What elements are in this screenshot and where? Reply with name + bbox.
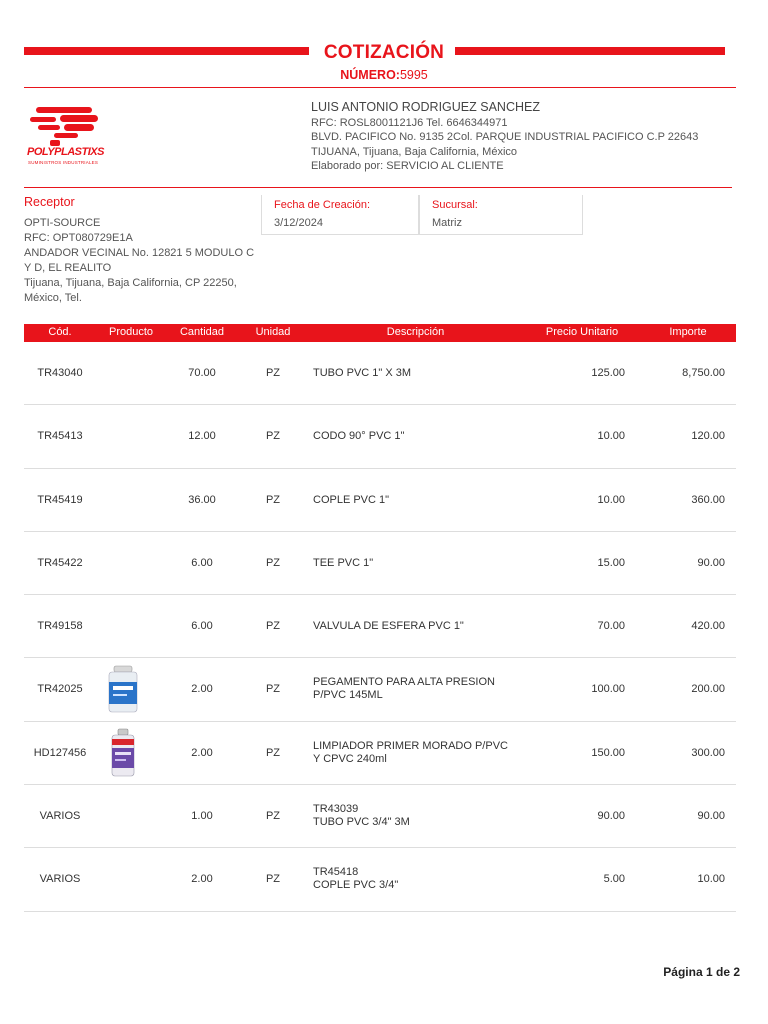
row-cantidad: 36.00 [188, 493, 216, 506]
row-unidad: PZ [265, 493, 281, 506]
row-descripcion [313, 866, 528, 892]
row-descripcion [313, 803, 528, 829]
blue-cement-can-icon [106, 664, 140, 714]
row-unidad: PZ [265, 873, 281, 886]
header-precio: Precio Unitario [545, 326, 619, 338]
row-descripcion [313, 676, 528, 702]
row-unidad: PZ [265, 556, 281, 569]
table-row [24, 848, 736, 911]
row-desc-line1: COPLE PVC 1" [313, 493, 390, 506]
row-desc-line1: TEE PVC 1" [313, 556, 374, 569]
row-cod: HD127456 [33, 746, 87, 759]
row-unidad: PZ [265, 620, 281, 633]
row-importe: 420.00 [691, 620, 725, 633]
row-desc-line1: TUBO PVC 1" X 3M [313, 367, 412, 379]
row-importe: 200.00 [691, 683, 725, 696]
row-desc-line2: Y CPVC 240ml [313, 752, 387, 765]
table-row [24, 342, 736, 405]
branch-box [419, 195, 583, 235]
table-row [24, 658, 736, 721]
header-cod: Cód. [48, 326, 72, 338]
row-importe: 300.00 [691, 746, 725, 759]
row-precio: 150.00 [591, 746, 625, 759]
row-cod: TR49158 [37, 620, 83, 633]
receptor-name: OPTI-SOURCE [24, 217, 101, 229]
document-number [0, 68, 768, 82]
page-indicator: Página 1 de 2 [663, 965, 740, 979]
header-unidad: Unidad [255, 326, 291, 338]
row-precio: 125.00 [591, 367, 625, 379]
row-importe: 360.00 [691, 493, 725, 506]
row-cod: TR42025 [37, 683, 83, 696]
creation-date-label: Fecha de Creación: [274, 199, 370, 211]
logo-brand: POLYPLASTIXS [27, 146, 104, 158]
row-cantidad: 2.00 [191, 683, 213, 696]
row-descripcion [313, 430, 528, 443]
row-descripcion [313, 494, 528, 507]
creation-date-box [261, 195, 419, 235]
row-cod: TR45422 [37, 556, 83, 569]
row-desc-line2: P/PVC 145ML [313, 689, 383, 702]
receptor-block [24, 195, 274, 306]
row-unidad: PZ [265, 367, 281, 379]
table-row [24, 405, 736, 468]
row-desc-line1: CODO 90° PVC 1" [313, 430, 405, 443]
logo-tagline: SUMINISTROS INDUSTRIALES [28, 160, 99, 165]
receptor-address-2: Y D, EL REALITO [24, 262, 112, 274]
row-cod: TR43040 [37, 367, 83, 379]
row-cod: TR45419 [37, 493, 83, 506]
row-precio: 10.00 [597, 493, 625, 506]
row-precio: 90.00 [597, 810, 625, 823]
header-importe: Importe [669, 326, 707, 338]
polyplastixs-logo-icon [26, 104, 116, 168]
row-cantidad: 6.00 [191, 556, 213, 569]
issuer-name: LUIS ANTONIO RODRIGUEZ SANCHEZ [311, 100, 540, 114]
row-cod: VARIOS [39, 873, 81, 886]
row-precio: 15.00 [597, 556, 625, 569]
receptor-address-4: México, Tel. [24, 292, 82, 304]
row-cantidad: 12.00 [188, 430, 216, 443]
row-descripcion [313, 557, 528, 570]
row-cantidad: 2.00 [191, 873, 213, 886]
row-desc-line1: LIMPIADOR PRIMER MORADO P/PVC [313, 739, 508, 752]
row-unidad: PZ [265, 683, 281, 696]
header-descripcion: Descripción [386, 326, 445, 338]
row-precio: 5.00 [603, 873, 625, 886]
issuer-address-2: TIJUANA, Tijuana, Baja California, México [311, 145, 518, 158]
issuer-block [311, 100, 698, 174]
table-row [24, 722, 736, 785]
row-importe: 10.00 [697, 873, 725, 886]
row-precio: 10.00 [597, 430, 625, 443]
row-desc-line1: PEGAMENTO PARA ALTA PRESION [313, 676, 495, 689]
row-importe: 120.00 [691, 430, 725, 443]
issuer-rfc: RFC: ROSL8001121J6 Tel. 6646344971 [311, 116, 508, 129]
row-desc-line1: TR45418 [313, 866, 359, 879]
row-importe: 90.00 [697, 556, 725, 569]
branch-value: Matriz [432, 217, 462, 229]
header-divider [24, 87, 736, 88]
row-unidad: PZ [265, 430, 281, 443]
row-cantidad: 70.00 [188, 367, 216, 379]
row-desc-line1: TR43039 [313, 803, 359, 816]
row-precio: 70.00 [597, 620, 625, 633]
row-desc-line2: TUBO PVC 3/4" 3M [313, 816, 410, 829]
purple-primer-can-icon [106, 728, 140, 778]
table-header [24, 324, 736, 342]
row-descripcion [313, 367, 528, 380]
issuer-prepared-by: Elaborado por: SERVICIO AL CLIENTE [311, 160, 504, 172]
issuer-address-1: BLVD. PACIFICO No. 9135 2Col. PARQUE INDUSTRIAL PACIFICO C.P 22643 [311, 131, 699, 143]
header-cantidad: Cantidad [179, 326, 225, 338]
table-row [24, 532, 736, 595]
row-cantidad: 1.00 [191, 810, 213, 823]
row-cantidad: 2.00 [191, 746, 213, 759]
row-precio: 100.00 [591, 683, 625, 696]
table-row [24, 469, 736, 532]
header-producto: Producto [108, 326, 154, 338]
row-cod: VARIOS [39, 810, 81, 823]
row-cantidad: 6.00 [191, 620, 213, 633]
table-row [24, 785, 736, 848]
row-descripcion [313, 620, 528, 633]
number-label: NÚMERO: [340, 68, 400, 82]
receptor-rfc: RFC: OPT080729E1A [24, 232, 133, 244]
receptor-label: Receptor [24, 195, 75, 209]
row-unidad: PZ [265, 810, 281, 823]
row-unidad: PZ [265, 746, 281, 759]
document-title: COTIZACIÓN [323, 42, 445, 63]
creation-date-value: 3/12/2024 [274, 217, 323, 229]
row-descripcion [313, 740, 528, 766]
branch-label: Sucursal: [432, 199, 478, 211]
receptor-address-3: Tijuana, Tijuana, Baja California, CP 22250, [24, 277, 237, 289]
receptor-address-1: ANDADOR VECINAL No. 12821 5 MODULO C [24, 247, 255, 259]
row-desc-line2: COPLE PVC 3/4" [313, 879, 399, 892]
row-cod: TR45413 [37, 430, 83, 443]
row-importe: 90.00 [697, 810, 725, 823]
number-value: 5995 [399, 68, 428, 82]
issuer-divider [24, 187, 732, 188]
row-importe: 8,750.00 [682, 367, 725, 379]
table-body [24, 342, 736, 912]
row-desc-line1: VALVULA DE ESFERA PVC 1" [313, 620, 464, 633]
table-row [24, 595, 736, 658]
